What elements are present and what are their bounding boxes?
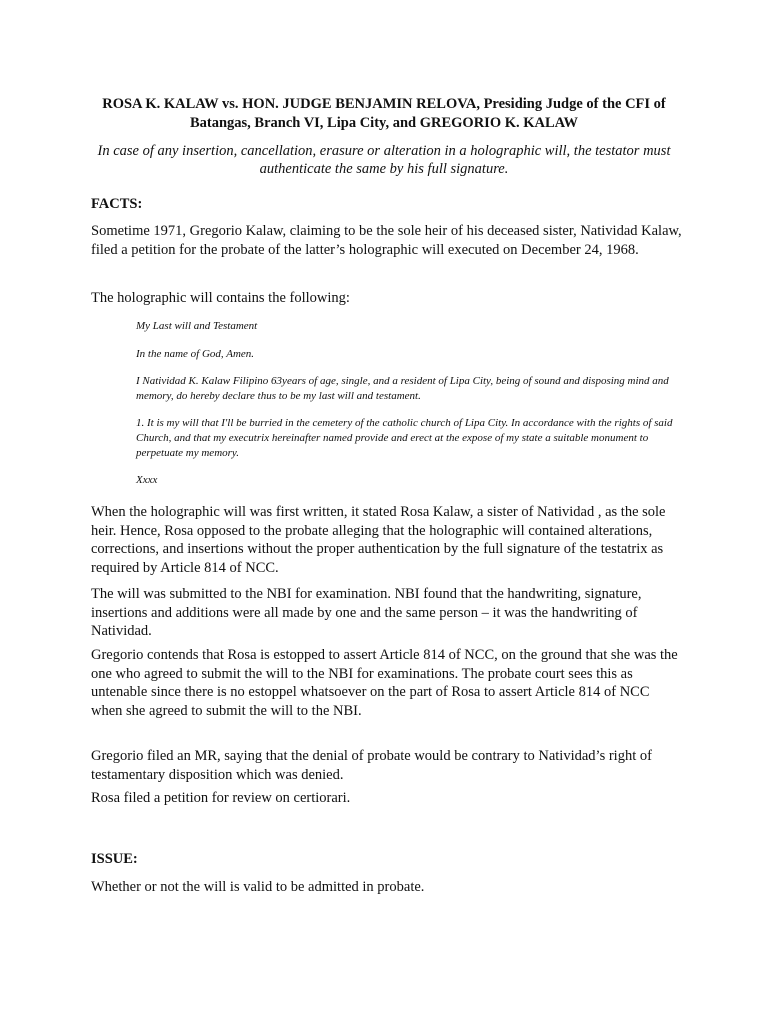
facts-paragraph-3: When the holographic will was first written, it stated Rosa Kalaw, a sister of Natividad , as the sole heir. Hence, Rosa opposed to the probate alleging that the holographic will contained alterations, corrections, and insertions without the proper authentication by the full signature of the testatrix as required by Article 814 of NCC. — [91, 504, 666, 576]
will-line-title: My Last will and Testament — [136, 320, 258, 332]
will-line-omission: Xxxx — [136, 474, 158, 486]
will-line-invocation: In the name of God, Amen. — [136, 348, 255, 360]
will-line-declaration: I Natividad K. Kalaw Filipino 63years of age, single, and a resident of Lipa City, being of sound and disposing mind and memory, do hereby declare thus to be my last will and testament. — [136, 375, 669, 402]
doctrine-statement: In case of any insertion, cancellation, erasure or alteration in a holographic will, the testator must authenticate the same by his full signature. — [97, 143, 671, 177]
will-line-burial: 1. It is my will that I'll be burried in the cemetery of the catholic church of Lipa City. In accordance with the rights of said Church, and that my executrix hereinafter named provide and erect at the expose of my state a suitable monument to perpetuate my memory. — [136, 417, 673, 459]
facts-heading: FACTS: — [91, 196, 143, 212]
case-title: ROSA K. KALAW vs. HON. JUDGE BENJAMIN RELOVA, Presiding Judge of the CFI of Batangas, Branch VI, Lipa City, and GREGORIO K. KALAW — [102, 96, 666, 131]
facts-paragraph-4: The will was submitted to the NBI for examination. NBI found that the handwriting, signature, insertions and additions were all made by one and the same person – it was the handwriting of Natividad. — [91, 586, 642, 639]
facts-paragraph-2: The holographic will contains the following: — [91, 290, 350, 306]
issue-paragraph-1: Whether or not the will is valid to be admitted in probate. — [91, 879, 425, 895]
facts-paragraph-1: Sometime 1971, Gregorio Kalaw, claiming to be the sole heir of his deceased sister, Natividad Kalaw, filed a petition for the probate of the latter’s holographic will executed on December 24, 1968. — [91, 223, 682, 258]
facts-paragraph-5: Gregorio contends that Rosa is estopped to assert Article 814 of NCC, on the ground that she was the one who agreed to submit the will to the NBI for examinations. The probate court sees this as untenable since there is no estoppel whatsoever on the part of Rosa to assert Article 814 of NCC when she agreed to submit the will to the NBI. — [91, 647, 678, 719]
facts-paragraph-6: Gregorio filed an MR, saying that the denial of probate would be contrary to Natividad’s right of testamentary disposition which was denied. — [91, 748, 652, 783]
issue-heading: ISSUE: — [91, 851, 138, 867]
facts-paragraph-7: Rosa filed a petition for review on certiorari. — [91, 790, 351, 806]
